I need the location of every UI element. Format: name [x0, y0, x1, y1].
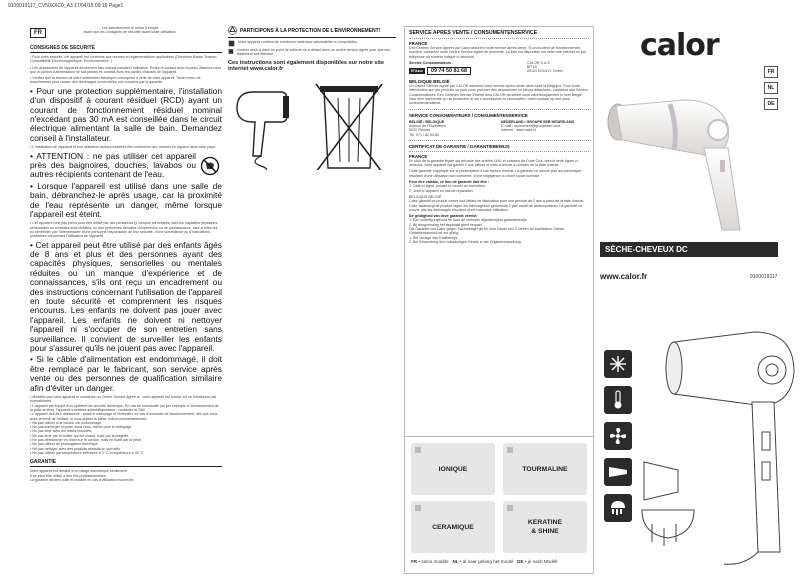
environment-block	[228, 26, 396, 86]
feature-keratine-label: KERATINE & SHINE	[527, 519, 563, 535]
safety-intro-3: • Vérifiez que la tension de votre installation électrique correspond à celle de votre appareil. Toute erreur de branchement peut causer des dommages irréversibles non couverts par la garantie.	[30, 76, 201, 85]
legend-nl-text: • al naar gelang het model	[458, 559, 514, 564]
consumer-label: Service Consommateurs :	[409, 60, 454, 65]
environment-title: PARTICIPONS À LA PROTECTION DE L'ENVIRONNEMENT!	[240, 27, 381, 34]
lang-badge-fr: FR	[30, 28, 46, 38]
feature-marker-icon	[507, 447, 513, 453]
consumer-service-title: SERVICE CONSOMMATEURS / CONSUMENTENSERVICE	[409, 112, 528, 118]
feature-ceramique	[411, 501, 495, 553]
feature-ionique	[411, 443, 495, 495]
belgique-text: Un Centre Service Agréé par CALOR assurent notre service après-vente dans toute la Belgique. Pour toute intervention sur vos produits ou pour vous procurer des accessoires ou pièces détachées, contactez nos Service Consommateurs. Een Centrum Service Erkend door CALOR verzekert onze naverkoopservice in heel België. Voor elke interventie op uw producten of om u accessoires te verschaffen, neem contact op met onze consumentendienst.	[409, 84, 588, 106]
feature-marker-icon	[415, 447, 421, 453]
legend-de-code: DE	[517, 559, 524, 564]
legend-nl-code: NL	[452, 559, 459, 564]
model-legend	[411, 559, 557, 564]
safety-list-3: • L'appareil doit être débranché : avant le nettoyage et l'entretien, en cas d'anomalie de fonctionnement, dès que vous avez terminé de l'utiliser, si vous quittez la pièce, même momentanément.	[30, 412, 218, 421]
collection-point-icon	[228, 48, 234, 55]
fan-speed-icon	[604, 422, 632, 450]
feature-tourmaline	[503, 443, 587, 495]
concentrator-icon	[604, 458, 632, 486]
calor-address: CALOR S.A.S BP 15 69131 ECULLY Cedex	[527, 60, 564, 74]
legend-de-text: • je nach Modell	[523, 559, 558, 564]
german-warranty: 1. Een volledig ingevuld en door de verkoper afgestempeld garantiebewijs. 2. Bij terugzending het apparaat goed verpakt. Die Garantie von Calor gegen Sachmängel gilt für eine Dauer von 2 Jahren ab Kaufdatum. Dieser Garantieanspruch ist nur gültig: 1. Bei Vorlage des Kaufbelegs. 2. Bei Einsendung des vollständigen Geräts in der Originalverpackung.	[409, 218, 565, 244]
children-paragraph: • Cet appareil peut être utilisé par des enfants âgés de 8 ans et plus et des personnes ayant des capacités physiques, sensorielles ou mentales réduites ou un manque d'expérience et de connaissances, s'ils ont reçu un encadrement ou des instructions concernant l'utilisation de l'appareil en toute sécurité et comprennent les risques encourus. Les enfants ne doivent pas jouer avec l'appareil. Les enfants ne doivent ni nettoyer l'appareil ni s'occuper de son entretien sans surveillance. Il convient de surveiller les enfants pour s'assurer qu'ils ne jouent pas avec l'appareil.	[30, 239, 222, 354]
install-note: • L'installation de l'appareil et son utilisation doivent toutefois être conformes aux normes en vigueur dans votre pays.	[30, 145, 217, 150]
safety-title: CONSIGNES DE SECURITE	[30, 45, 222, 53]
safety-column	[30, 45, 222, 573]
validity-text: 1. Daté et signé, portant le cachet du revendeur. 2. Joint à l'appareil en cas de réparation.	[409, 184, 486, 193]
recyclable-icon	[228, 40, 235, 47]
warranty-title: GARANTIE	[30, 459, 222, 467]
safety-intro-2: • Les accessoires de l'appareil deviennent très chauds pendant l'utilisation. Evitez le contact avec la peau. Assurez-vous que le cordon d'alimentation ne soit jamais en contact avec les parties chaudes de l'appareil.	[30, 65, 222, 74]
safety-list-7: • Ne pas tenir par le boîtier qui est chaud, mais par la poignée.	[30, 433, 130, 438]
environment-line-2: Confiez celui-ci dans un point de collecte ou à défaut dans un centre service agréé pour que son traitement soit effectué.	[236, 48, 391, 57]
lang-tab-fr: FR	[764, 66, 778, 78]
feature-tourmaline-label: TOURMALINE	[522, 465, 568, 473]
legend-fr-text: • selon modèle	[417, 559, 449, 564]
safety-list-2: • L'appareil est équipé d'un système de sécurité thermique. En cas de surchauffe (dû par exemple à l'encrassement de la grille arrière), l'appareil s'arrêtera automatiquement : contactez le SAV.	[30, 403, 219, 412]
feature-marker-icon	[507, 505, 513, 511]
certificate-france: FRANCE	[409, 153, 428, 159]
certificate-text: En plus de la garantie légale qui découle des articles 1641 et suivants du Code Civil, dont le texte figure ci-dessous, votre appareil est garanti 2 ans pièces et main-d'œuvre à compter de la date d'achat.	[409, 158, 579, 168]
cold-shot-icon	[604, 350, 632, 378]
legend-fr-code: FR	[411, 559, 418, 564]
print-reference: 9100019117_CV50XXC0_A3 17/04/15 09:16 Page1	[8, 3, 124, 9]
safety-list-8: • Ne pas débrancher en tirant sur le cordon, mais en tirant par la prise.	[30, 438, 142, 443]
safety-list-6: • Ne pas tenir avec les mains humides.	[30, 429, 92, 434]
website-note: Ces instructions sont également disponibles sur notre site internet www.calor.fr	[228, 59, 385, 72]
calor-logo: calor	[640, 28, 719, 63]
attention-paragraph: • ATTENTION : ne pas utiliser cet appareil près des baignoires, douches, lavabos ou autres récipients contenant de l'eau.	[30, 150, 196, 180]
france-heading: FRANCE	[409, 41, 428, 46]
intro-note: Lire attentivement le mode d'emploi avant que les consignes de sécurité avant toute utilisation.	[83, 26, 177, 35]
environment-line-1: Votre appareil contient de nombreux matériaux valorisables ou recyclables.	[238, 40, 358, 44]
safety-list-9: • Ne pas utiliser de prolongateur électrique.	[30, 442, 99, 447]
belgium-label: BELGIË / BELGIQUE	[409, 119, 445, 124]
product-name: SÈCHE-CHEVEUX DC	[600, 242, 778, 257]
bathroom-paragraph: • Lorsque l'appareil est utilisé dans une salle de bain, débranchez-le après usage, car la proximité de l'eau représente un danger, même lorsque l'appareil est éteint.	[30, 180, 222, 219]
phone-number: 09 74 50 81 68	[427, 67, 471, 75]
hair-dryer-diagram	[634, 302, 800, 574]
safety-list-1: • Modifiez pas votre appareil et contactez un Centre Service Agréé si : votre appareil est tombé, s'il ne fonctionne pas normalement.	[30, 395, 217, 404]
safety-intro-1: • Pour votre sécurité, cet appareil est conforme aux normes et réglementations applicables (Directives Basse Tension, Compatibilité Electromagnétique, Environnement...).	[30, 55, 218, 64]
recycle-icon	[228, 26, 237, 35]
features-panel	[404, 436, 594, 574]
dryer-disposal-illustration	[230, 78, 390, 170]
warranty-text: Votre appareil est destiné à un usage domestique seulement. Il ne peut être utilisé à des fins professionnelles. La garantie devient nulle et invalide en cas d'utilisation incorrecte.	[30, 469, 135, 482]
feature-ceramique-label: CERAMIQUE	[432, 523, 474, 531]
product-reference: 9100019117	[750, 274, 778, 280]
azur-badge: N°Azur	[411, 69, 424, 74]
safety-list-10: • Ne pas nettoyer avec des produits abrasifs ou corrosifs.	[30, 446, 121, 451]
netherlands-label: NEDERLAND / GROUPE SEB NEDERLAND	[501, 119, 575, 124]
product-website: www.calor.fr	[600, 272, 648, 281]
certificate-title: CERTIFICAT DE GARANTIE / GARANTIEBEWIJS	[409, 143, 510, 149]
safety-list-11: • Ne pas utiliser par température inférieure à 0 °C et supérieure à 35 °C.	[30, 450, 145, 455]
service-title: SERVICE APRES VENTE / CONSUMENTENSERVICE	[409, 30, 538, 36]
capacity-note: • Cet appareil n'est pas prévu pour être utilisé par des personnes (y compris les enfants) dont les capacités physiques, sensorielles ou mentales sont réduites, ou des personnes dénuées d'expérience ou de connaissance, sauf si elles ont pu bénéficier, par l'intermédiaire d'une personne responsable de leur sécurité, d'une surveillance ou d'instructions préalables concernant l'utilisation de l'appareil.	[30, 221, 219, 239]
rcd-paragraph: • Pour une protection supplémentaire, l'installation d'un dispositif à courant résiduel (RCD) ayant un courant de fonctionnement résiduel nominal n'excédant pas 30 mA est conseillée dans le circuit électrique alimentant la salle de bain. Demandez conseil à l'installateur.	[30, 85, 222, 143]
product-cover	[600, 26, 800, 574]
netherlands-address: E-mail : consument@groupeseb.com Internet : www.calor.nl	[501, 123, 561, 133]
lang-tab-nl: NL	[764, 82, 778, 94]
cable-paragraph: • Si le câble d'alimentation est endommagé, il doit être remplacé par le fabricant, son service après vente ou des personnes de qualification similaire afin d'éviter un danger.	[30, 354, 222, 393]
france-text: Des Centres Service Agréés par Calor assurent notre service après-vente. Si un incident de fonctionnement survient, contactez votre Centre Service Agréé de proximité. La liste est disponible sur notre site internet ou par téléphone au numéro indiqué ci-dessous.	[409, 46, 586, 59]
belgique-heading: BELGIQUE BELGIË	[409, 79, 450, 85]
feature-ionique-label: IONIQUE	[438, 465, 468, 473]
temperature-icon	[604, 386, 632, 414]
feature-keratine	[503, 501, 587, 553]
validity-title-nl: De geldigheid van deze garantie vereist:	[409, 214, 478, 219]
validity-title: Pour être valable, ce bon de garantie doit être :	[409, 180, 490, 185]
lang-tab-de: DE	[764, 98, 778, 110]
belgium-warranty: BELGIQUE BELGIË Calor garantit ce produit contre tout défaut de fabrication pour une période de 2 ans à partir de la date d'achat. Calor waarborgt dit product tegen elk fabricagefout gedurende 2 jaar vanaf de aankoopdatum. La garantie ne couvre pas les dommages résultant d'une mauvaise utilisation.	[409, 194, 585, 212]
certificate-text-2: Cette garantie s'applique sur la présentation d'une facture d'achat. La garantie ne couvre pas les dommages résultant d'une utilisation non conforme, d'une négligence ou d'une usure normale.	[409, 169, 582, 178]
hair-dryer-image	[600, 90, 760, 240]
safety-list-4: • Ne pas utiliser si le cordon est endommagé.	[30, 420, 103, 425]
feature-marker-icon	[415, 505, 421, 511]
no-water-icon	[200, 156, 220, 176]
belgium-address: Avenue de l'Espérance 6220 Fleurus Tél. 071 / 82.53.60	[409, 123, 446, 137]
attention-block	[30, 152, 222, 180]
safety-list-5: • Ne pas immerger ni poser sous l'eau, même pour le nettoyage.	[30, 425, 133, 430]
diffuser-icon	[604, 494, 632, 522]
